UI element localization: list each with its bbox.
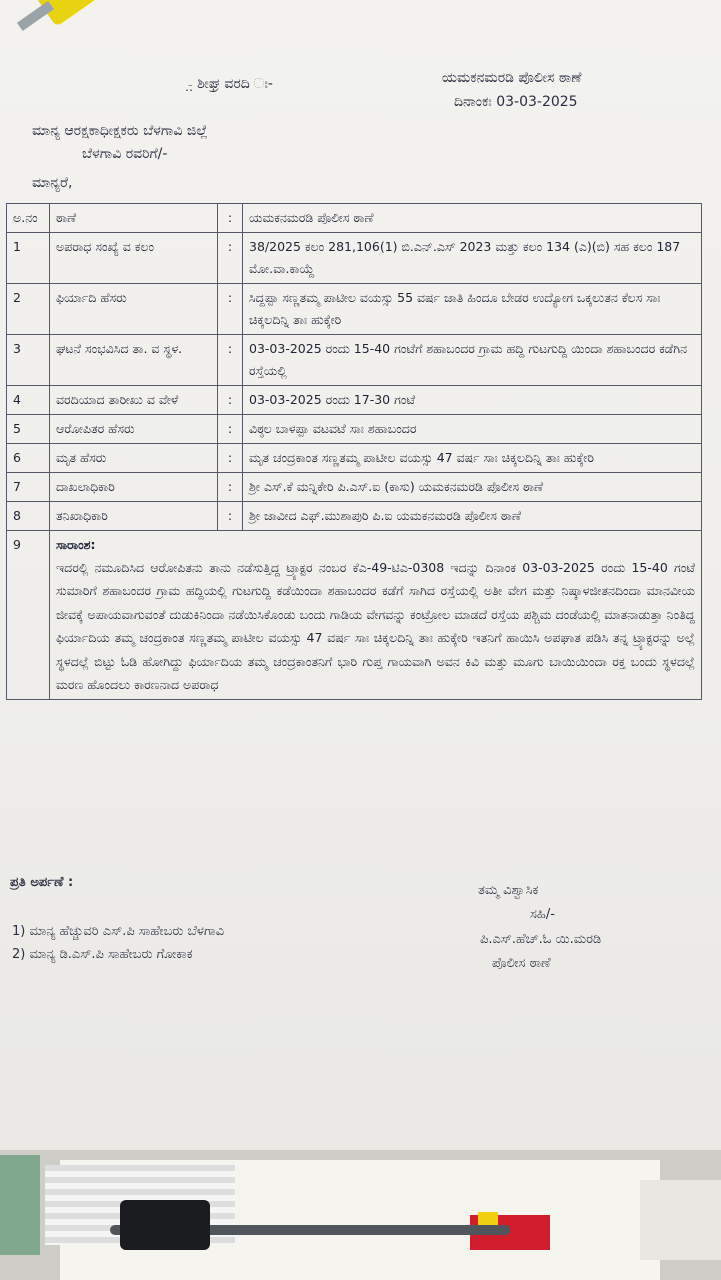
pen-clip-icon (0, 0, 114, 56)
station-value: ಯಮಕನಮರಡಿ ಪೊಲೀಸ ಠಾಣೆ (243, 204, 702, 233)
table-row (7, 415, 702, 444)
colon: : (218, 204, 243, 233)
row-label: ಮೃತ ಹೆಸರು (50, 444, 218, 473)
table-row (7, 444, 702, 473)
row-number: 1 (7, 233, 50, 284)
salutation: ಮಾನ್ಯರೆ, (32, 175, 73, 191)
row-label: ಘಟನೆ ಸಂಭವಿಸಿದ ತಾ. ವ ಸ್ಥಳ. (50, 335, 218, 386)
row-value: ಶ್ರೀ ಎಸ್.ಕೆ ಮನ್ನಿಕೇರಿ ಪಿ.ಎಸ್.ಐ (ಕಾಸು) ಯಮಕನಮರಡಿ ಪೊಲೀಸ ಠಾಣೆ (243, 473, 702, 502)
binder-clip-icon (120, 1200, 210, 1250)
summary-heading: ಸಾರಾಂಶ: (56, 537, 96, 552)
urgent-report-heading: -಼ ಶೀಘ್ರ ವರದಿ ಃ- (188, 76, 273, 92)
row-number: 8 (7, 502, 50, 531)
row-value: ಸಿದ್ದಪ್ಪಾ ಸಣ್ಣತಮ್ಮ ಪಾಟೀಲ ವಯಸ್ಸು 55 ವರ್ಷ ಜಾತಿ ಹಿಂದೂ ಬೇಡರ ಉದ್ಯೋಗ ಒಕ್ಕಲುತನ ಕೆಲಸ ಸಾಃ ಚಿಕ್ಕಲದಿನ್ನಿ ತಾಃ ಹುಕ್ಕೇರಿ (243, 284, 702, 335)
row-value: ಮೃತ ಚಂದ್ರಕಾಂತ ಸಣ್ಣತಮ್ಮ ಪಾಟೀಲ ವಯಸ್ಸು 47 ವರ್ಷ ಸಾಃ ಚಿಕ್ಕಲದಿನ್ನಿ ತಾಃ ಹುಕ್ಕೇರಿ (243, 444, 702, 473)
signature-line2: ಸಹಿ/- (530, 907, 555, 922)
addressee-line1: ಮಾನ್ಯ ಆರಕ್ಷಕಾಧೀಕ್ಷಕರು ಬೆಳಗಾವಿ ಜಿಲ್ಲೆ (32, 123, 208, 139)
row-label: ಫಿರ್ಯಾದಿ ಹೆಸರು (50, 284, 218, 335)
row-label: ಅಪರಾಧ ಸಂಖ್ಯೆ ವ ಕಲಂ (50, 233, 218, 284)
row-number: 2 (7, 284, 50, 335)
table-header-row (7, 204, 702, 233)
row-value: ಶ್ರೀ ಜಾವೀದ ಎಫ್.ಮುಶಾಪುರಿ ಪಿ.ಐ ಯಮಕನಮರಡಿ ಪೊಲೀಸ ಠಾಣೆ (243, 502, 702, 531)
row-label: ವರದಿಯಾದ ತಾರೀಖು ವ ವೇಳೆ (50, 386, 218, 415)
copy-item-1: 1) ಮಾನ್ಯ ಹೆಚ್ಚುವರಿ ಎಸ್.ಪಿ ಸಾಹೇಬರು ಬೆಳಗಾವಿ (12, 924, 224, 939)
signature-line4: ಪೊಲೀಸ ಠಾಣೆ (492, 956, 551, 971)
row-value: 38/2025 ಕಲಂ 281,106(1) ಬಿ.ಎನ್.ಎಸ್ 2023 ಮತ್ತು ಕಲಂ 134 (ಎ)(ಬಿ) ಸಹ ಕಲಂ 187 ಮೋ.ವಾ.ಕಾಯ್ದೆ (243, 233, 702, 284)
table-row (7, 502, 702, 531)
row-number: 4 (7, 386, 50, 415)
colon: : (218, 233, 243, 284)
summary-text: ಇದರಲ್ಲಿ ನಮೂದಿಸಿದ ಆರೋಪಿತನು ತಾನು ನಡೆಸುತ್ತಿದ್ದ ಟ್ರ್ಯಾಕ್ಟರ ನಂಬರ ಕೆಎ-49-ಟಿಎ-0308 ಇದನ್ನು ದಿನಾಂಕ 03-03-2025 ರಂದು 15-40 ಗಂಟೆ ಸುಮಾರಿಗೆ ಶಹಾಬಂದರ ಗ್ರಾಮ ಹದ್ದಿಯಲ್ಲಿ ಗುಟಗುದ್ದಿ ಕಡೆಯಿಂದಾ ಶಹಾಬಂದರ ಕಡೆಗೆ ಸಾಗಿದ ರಸ್ತೆಯಲ್ಲಿ ಅತೀ ವೇಗ ಮತ್ತು ನಿಷ್ಕಾಳಜೀತನದಿಂದಾ ಮಾನವೀಯ ಜೀವಕ್ಕೆ ಅಪಾಯವಾಗುವಂತೆ ದುಡುಕಿನಿಂದಾ ನಡೆಯಿಸಿಕೊಂಡು ಬಂದು ಗಾಡಿಯ ವೇಗವನ್ನು ಕಂಟ್ರೋಲ ಮಾಡದೆ ರಸ್ತೆಯ ಪಶ್ಚಿಮ ದಂಡೆಯಲ್ಲಿ ಮಾತನಾಡುತ್ತಾ ನಿಂತಿದ್ದ ಫಿರ್ಯಾದಿಯ ತಮ್ಮ ಚಂದ್ರಕಾಂತ ಸಣ್ಣತಮ್ಮ ಪಾಟೀಲ ವಯಸ್ಸು 47 ವರ್ಷ ಸಾಃ ಚಿಕ್ಕಲದಿನ್ನಿ ತಾಃ ಹುಕ್ಕೇರಿ ಇತನಿಗೆ ಹಾಯಿಸಿ ಅಪಘಾತ ಪಡಿಸಿ ತನ್ನ ಟ್ರ್ಯಾಕ್ಟರನ್ನು ಅಲ್ಲೆ ಸ್ಥಳದಲ್ಲೆ ಬಿಟ್ಟು ಓಡಿ ಹೋಗಿದ್ದು ಫಿರ್ಯಾದಿಯ ತಮ್ಮ ಚಂದ್ರಕಾಂತನಿಗೆ ಭಾರಿ ಗುಪ್ತ ಗಾಯವಾಗಿ ಅವನ ಕಿವಿ ಮತ್ತು ಮೂಗು ಬಾಯಿಯಿಂದಾ ರಕ್ತ ಬಂದು ಸ್ಥಳದಲ್ಲೆ ಮರಣ ಹೊಂದಲು ಕಾರಣನಾದ ಅಪರಾಧ (56, 560, 695, 693)
table-row (7, 335, 702, 386)
colon: : (218, 473, 243, 502)
station-name: ಯಮಕನಮರಡಿ ಪೊಲೀಸ ಠಾಣೆ (442, 70, 582, 86)
row-label: ದಾಖಲಾಧಿಕಾರಿ (50, 473, 218, 502)
table-row (7, 233, 702, 284)
serial-header: ಅ.ನಂ (7, 204, 50, 233)
report-table (6, 203, 702, 700)
signature-line1: ತಮ್ಮ ವಿಶ್ವಾಸಿಕ (478, 883, 539, 898)
copies-heading: ಪ್ರತಿ ಅರ್ಪಣೆ : (10, 875, 74, 890)
copy-item-2: 2) ಮಾನ್ಯ ಡಿ.ಎಸ್.ಪಿ ಸಾಹೇಬರು ಗೋಕಾಕ (12, 947, 193, 962)
row-number: 9 (7, 531, 50, 700)
colon: : (218, 386, 243, 415)
report-date: ದಿನಾಂಕಃ 03-03-2025 (454, 94, 578, 110)
table-row (7, 473, 702, 502)
colon: : (218, 444, 243, 473)
row-label: ತನಿಖಾಧಿಕಾರಿ (50, 502, 218, 531)
row-number: 6 (7, 444, 50, 473)
magazine-edge (0, 1155, 40, 1255)
summary-cell (50, 531, 702, 700)
station-label: ಠಾಣೆ (50, 204, 218, 233)
row-label: ಆರೋಪಿತರ ಹೆಸರು (50, 415, 218, 444)
signature-line3: ಪಿ.ಎಸ್.ಹೆಚ್.ಓ ಯಿ.ಮರಡಿ (480, 932, 602, 947)
table-row (7, 386, 702, 415)
row-value: 03-03-2025 ರಂದು 17-30 ಗಂಟೆ (243, 386, 702, 415)
colon: : (218, 335, 243, 386)
row-number: 7 (7, 473, 50, 502)
row-number: 3 (7, 335, 50, 386)
addressee-line2: ಬೆಳಗಾವಿ ರವರಿಗೆ/- (82, 146, 168, 162)
table-row (7, 284, 702, 335)
row-value: ವಿಠ್ಠಲ ಬಾಳಪ್ಪಾ ವಟವಟೆ ಸಾಃ ಶಹಾಬಂದರ (243, 415, 702, 444)
summary-row (7, 531, 702, 700)
paper-corner (640, 1180, 721, 1260)
colon: : (218, 502, 243, 531)
row-value: 03-03-2025 ರಂದು 15-40 ಗಂಟೆಗೆ ಶಹಾಬಂದರ ಗ್ರಾಮ ಹದ್ದಿ ಗುಟಗುದ್ದಿ ಯಿಂದಾ ಶಹಾಬಂದರ ಕಡೆಗಿನ ರಸ್ತೆಯಲ್ಲಿ (243, 335, 702, 386)
colon: : (218, 284, 243, 335)
row-number: 5 (7, 415, 50, 444)
colon: : (218, 415, 243, 444)
